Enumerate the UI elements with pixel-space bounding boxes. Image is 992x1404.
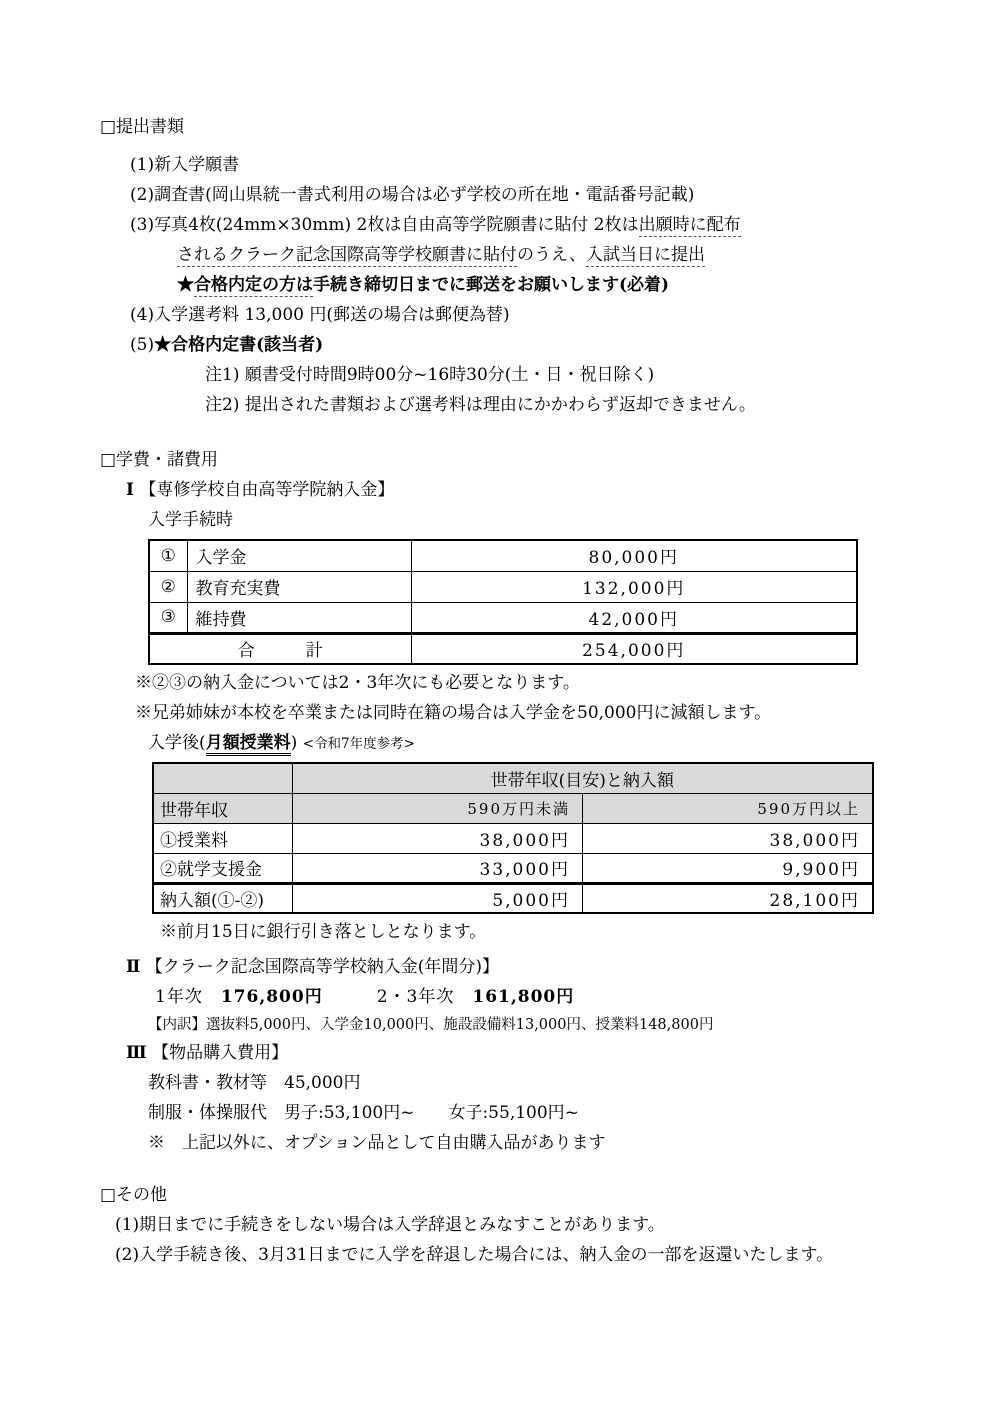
star-icon: ★ [177,275,194,295]
doc-item-3-line2 [177,240,900,270]
doc-star-note [177,270,900,300]
tuition-row2-label: ②就学支援金 [153,853,292,883]
doc-item-3-line1 [130,210,900,240]
doc-item-5 [130,330,900,360]
table-total-row [149,633,857,664]
uniform-cost-line: 制服・体操服代 男子:53,100円~ 女子:55,100円~ [148,1103,579,1123]
fees-note-3: ※前月15日に銀行引き落としとなります。 [160,922,487,942]
doc-star-underline: 合格内定の方は [194,275,313,295]
doc-item-2: (2)調査書(岡山県統一書式利用の場合は必ず学校の所在地・電話番号記載) [130,185,695,205]
tuition-col-over590: 590万円以上 [583,793,874,823]
year23-label: 2・3年次 [376,987,455,1007]
year23-amount: 161,800円 [472,987,575,1007]
tuition-col-under590: 590万円未満 [292,793,583,823]
textbook-cost-line: 教科書・教材等 45,000円 [148,1073,361,1093]
fees-section2-numeral: Ⅱ [126,957,141,977]
section-title-others: □その他 [100,1185,168,1205]
section-title-fees: □学費・諸費用 [100,450,219,470]
fees-section1-subtitle: 入学手続時 [148,510,233,530]
after-admission-prefix: 入学後( [148,733,206,753]
fee-row3-number: ③ [149,602,187,633]
doc-note-1: 注1) 願書受付時間9時00分~16時30分(土・日・祝日除く) [205,365,655,385]
doc-item-3-underline-1: 出願時に配布 [638,215,741,235]
table-total-row [153,883,873,913]
tuition-row1-value2: 38,000円 [583,823,874,853]
fees-section1-numeral: Ⅰ [126,480,134,500]
fees-section2-heading: 【クラーク記念国際高等学校納入金(年間分)】 [145,957,499,977]
tuition-col-label: 世帯年収 [153,793,292,823]
doc-item-3-underline-2: されるクラーク記念国際高等学校願書に貼付 [177,245,517,265]
table-row [153,823,873,853]
fees-section3-heading: 【物品購入費用】 [152,1043,289,1063]
fees-breakdown-note: 【内訳】選抜料5,000円、入学金10,000円、施設設備料13,000円、授業料148,800円 [148,1017,714,1033]
doc-item-3-mid: のうえ、 [517,245,587,265]
doc-item-4: (4)入学選考料 13,000 円(郵送の場合は郵便為替) [130,305,510,325]
tuition-row1-value1: 38,000円 [292,823,583,853]
tuition-row1-label: ①授業料 [153,823,292,853]
after-admission-line [148,728,900,759]
monthly-tuition-table [152,762,874,914]
tuition-row2-value1: 33,000円 [292,853,583,883]
admission-fee-table [148,539,858,665]
table-row [149,602,857,633]
fee-row3-amount: 42,000円 [411,602,857,633]
tuition-header-span: 世帯年収(目安)と納入額 [292,763,873,793]
table-row [149,571,857,602]
others-item-2: (2)入学手続き後、3月31日までに入学を辞退した場合には、納入金の一部を返還いたします。 [115,1245,834,1265]
table-row [149,540,857,571]
doc-item-5-number: (5) [130,335,155,355]
doc-item-5-bold: ★合格内定書(該当者) [154,335,324,355]
doc-item-1: (1)新入学願書 [130,155,240,175]
fees-section1-heading: 【専修学校自由高等学院納入金】 [139,480,395,500]
fee-row2-number: ② [149,571,187,602]
fee-total-label: 合 計 [149,633,411,664]
tuition-header-empty-cell [153,763,292,793]
fee-row2-name: 教育充実費 [187,571,411,602]
tuition-total-label: 納入額(①-②) [153,883,292,913]
doc-note-2: 注2) 提出された書類および選考料は理由にかかわらず返却できません。 [205,395,756,415]
table-row [153,853,873,883]
fees-section3-numeral: Ⅲ [126,1043,147,1063]
tuition-total-value2: 28,100円 [583,883,874,913]
doc-item-3-text: (3)写真4枚(24mm×30mm) 2枚は自由高等学院願書に貼付 2枚は [130,215,639,235]
fee-row1-amount: 80,000円 [411,540,857,571]
tuition-row2-value2: 9,900円 [583,853,874,883]
fee-total-amount: 254,000円 [411,633,857,664]
monthly-tuition-label: 月額授業料 [206,733,291,756]
section-title-submitted-documents: □提出書類 [100,117,185,137]
table-header-row [153,793,873,823]
fees-section1-title [126,475,900,505]
year1-label: 1年次 [155,987,203,1007]
fee-row1-number: ① [149,540,187,571]
fees-section2-title [126,952,900,982]
year1-amount: 176,800円 [220,987,323,1007]
reiwa-reference-note: <令和7年度参考> [302,736,415,752]
others-item-1: (1)期日までに手続きをしない場合は入学辞退とみなすことがあります。 [115,1215,665,1235]
fees-note-2: ※兄弟姉妹が本校を卒業または同時在籍の場合は入学金を50,000円に減額します。 [135,703,772,723]
fee-row1-name: 入学金 [187,540,411,571]
fee-row3-name: 維持費 [187,602,411,633]
fees-note-1: ※②③の納入金については2・3年次にも必要となります。 [135,673,580,693]
clark-yearly-amounts [155,982,900,1012]
tuition-total-value1: 5,000円 [292,883,583,913]
doc-item-3-underline-3: 入試当日に提出 [586,245,706,265]
fee-row2-amount: 132,000円 [411,571,857,602]
after-admission-suffix: ) [290,733,298,753]
optional-items-note: ※ 上記以外に、オプション品として自由購入品があります [148,1133,606,1153]
doc-star-rest: 手続き締切日までに郵送をお願いします(必着) [313,275,670,295]
table-header-row [153,763,873,793]
fees-section3-title [126,1038,900,1068]
